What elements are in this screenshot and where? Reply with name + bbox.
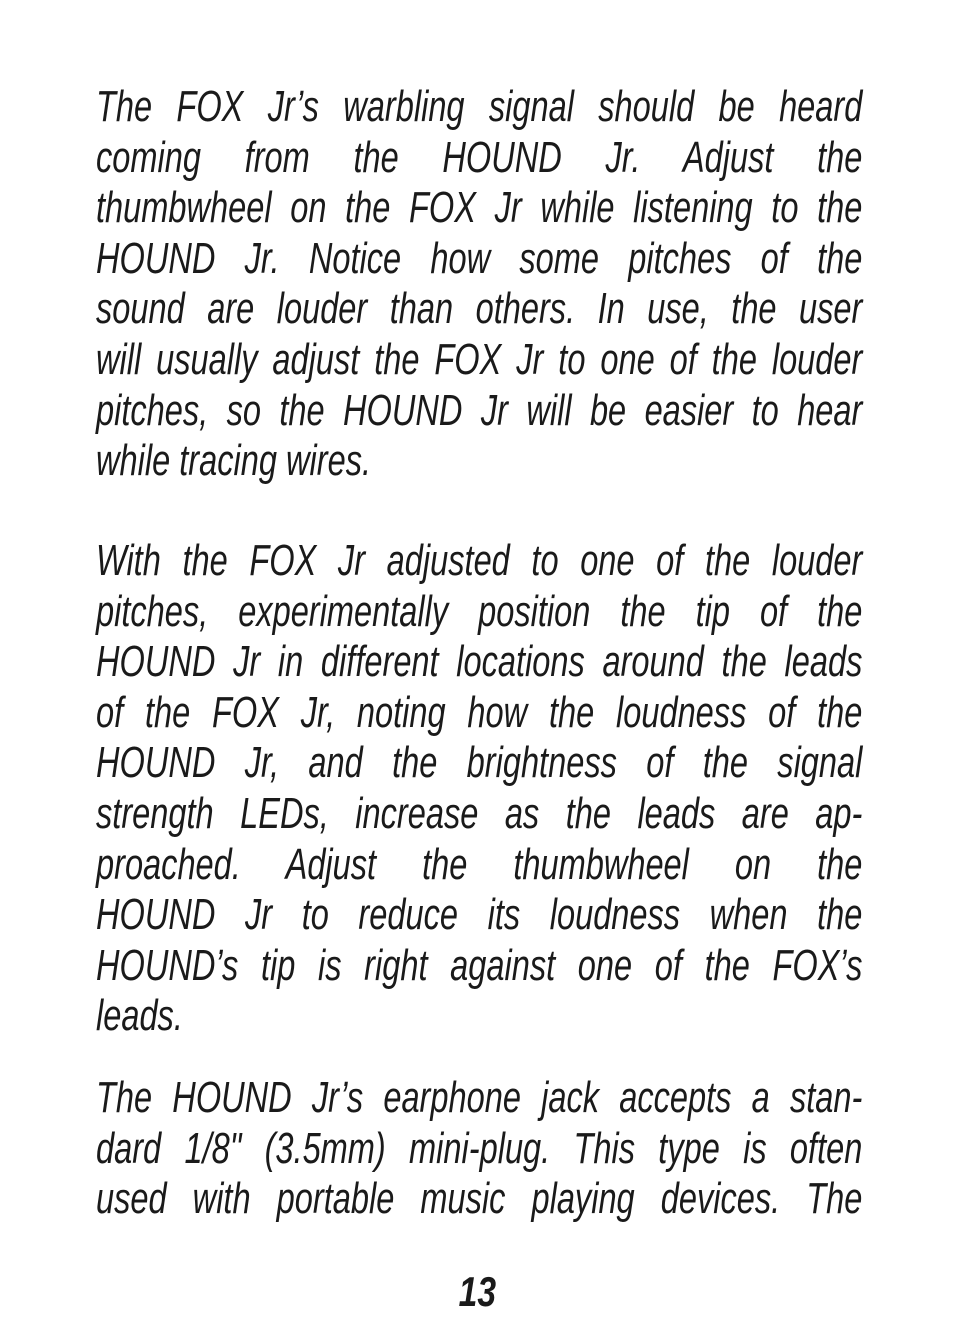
text-line: HOUND Jr. Notice how some pitches of the <box>96 233 863 283</box>
text-line: HOUND Jr, and the brightness of the signal <box>96 738 863 788</box>
text-line: HOUND’s tip is right against one of the FOX’s <box>96 940 863 990</box>
text-line: With the FOX Jr adjusted to one of the louder <box>96 536 863 585</box>
text-line: of the FOX Jr, noting how the loudness of the <box>96 687 863 737</box>
text-line: pitches, experimentally position the tip of the <box>96 586 863 636</box>
text-line: dard 1/8" (3.5mm) mini-plug. This type is often <box>96 1123 863 1173</box>
text-line: pitches, so the HOUND Jr will be easier to hear <box>96 385 863 435</box>
text-line: coming from the HOUND Jr. Adjust the <box>96 132 863 182</box>
text-line: leads. <box>96 991 183 1041</box>
paragraph-fox-signal <box>96 82 862 487</box>
text-line: sound are louder than others. In use, the user <box>96 284 863 334</box>
text-line: The FOX Jr’s warbling signal should be heard <box>96 82 863 131</box>
paragraph-hound-positioning <box>96 536 862 1042</box>
paragraph-earphone-jack <box>96 1073 862 1225</box>
text-line: HOUND Jr in different locations around the leads <box>96 637 863 687</box>
page-number: 13 <box>458 1268 496 1315</box>
text-line: strength LEDs, increase as the leads are ap- <box>96 788 863 838</box>
text-line: used with portable music playing devices. The <box>96 1174 863 1224</box>
text-line: will usually adjust the FOX Jr to one of the louder <box>96 334 863 384</box>
text-line: thumbwheel on the FOX Jr while listening to the <box>96 183 863 233</box>
text-line: The HOUND Jr’s earphone jack accepts a stan- <box>96 1073 863 1122</box>
text-line: while tracing wires. <box>96 436 372 486</box>
text-line: HOUND Jr to reduce its loudness when the <box>96 890 863 940</box>
text-line: proached. Adjust the thumbwheel on the <box>96 839 863 889</box>
